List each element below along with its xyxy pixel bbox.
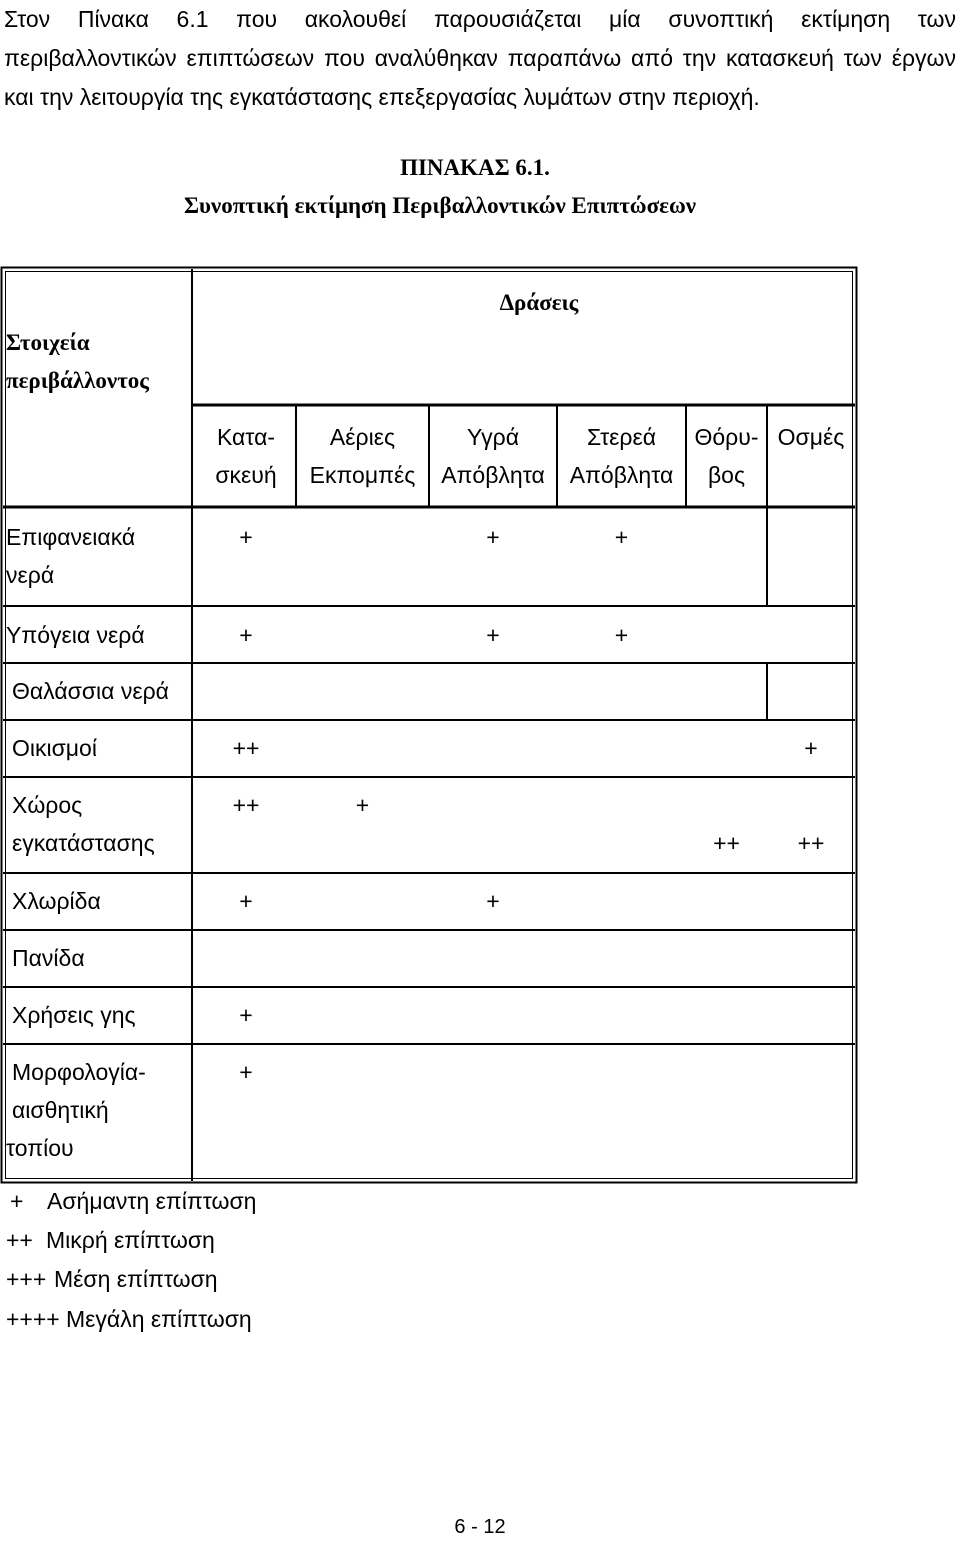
legend-item	[6, 1182, 256, 1221]
table-title: Συνοπτική εκτίμηση Περιβαλλοντικών Επιπτώσεων	[183, 193, 697, 218]
page-number: 6 - 12	[454, 1516, 506, 1538]
col-header-line: Εκπομπές	[309, 462, 416, 488]
table-cell: +	[239, 1059, 253, 1085]
row-label-settlements: Οικισμοί	[12, 735, 97, 761]
row-label-landscape	[6, 1053, 146, 1167]
table-cell: +	[239, 888, 253, 914]
row-label-ground-waters: Υπόγεια νερά	[6, 622, 145, 648]
col-header-line: Οσμές	[777, 424, 845, 450]
legend-text: Μεγάλη επίπτωση	[66, 1306, 252, 1332]
row-label-line: Χώρος	[12, 792, 83, 818]
row-header-line1: Στοιχεία	[6, 330, 90, 355]
col-header-line: Κατα-	[216, 424, 276, 450]
row-label-line: αισθητική	[12, 1097, 109, 1123]
legend-item	[6, 1260, 218, 1299]
table-cell: +	[239, 622, 253, 648]
col-header-line: Αέριες	[329, 424, 396, 450]
table-cell: +	[486, 524, 500, 550]
row-header-line2: περιβάλλοντος	[6, 368, 149, 393]
row-label-line: τοπίου	[6, 1135, 74, 1161]
table-cell: +	[239, 524, 253, 550]
intro-line-1: Στον Πίνακα 6.1 που ακολουθεί παρουσιάζεται μία συνοπτική εκτίμηση των	[4, 6, 956, 32]
col-header-solid-waste	[557, 418, 686, 494]
table-cell: +	[239, 1002, 253, 1028]
table-grid	[0, 266, 858, 1184]
table-cell: +	[804, 735, 818, 761]
table-cell: +	[355, 792, 370, 818]
legend-item	[6, 1221, 215, 1260]
table-cell: +	[486, 888, 500, 914]
table-cell: +	[486, 622, 500, 648]
col-header-air-emissions	[296, 418, 429, 494]
row-label-line: Επιφανειακά	[6, 524, 136, 550]
intro-line-3: και την λειτουργία της εγκατάστασης επεξεργασίας λυμάτων στην περιοχή.	[4, 84, 760, 110]
legend-text: Ασήμαντη επίπτωση	[47, 1188, 257, 1214]
col-header-construction	[196, 418, 296, 494]
col-header-line: Στερεά	[586, 424, 657, 450]
col-header-line: βος	[707, 462, 746, 488]
table-cell: ++	[797, 830, 825, 856]
col-header-noise	[686, 418, 767, 494]
row-label-sea-waters: Θαλάσσια νερά	[12, 678, 169, 704]
table-cell: +	[614, 622, 629, 648]
row-header-label	[6, 324, 149, 400]
col-header-odours	[767, 418, 855, 456]
row-label-surface-waters	[6, 518, 135, 594]
col-header-line: σκευή	[215, 462, 277, 488]
col-header-line: Θόρυ-	[694, 424, 759, 450]
col-header-line: Απόβλητα	[569, 462, 674, 488]
row-label-installation-site	[12, 786, 155, 862]
table-cell: ++	[232, 735, 260, 761]
row-label-line: Μορφολογία-	[12, 1059, 146, 1085]
row-label-flora: Χλωρίδα	[12, 888, 101, 914]
table-cell: ++	[232, 792, 260, 818]
table-cell: +	[614, 524, 629, 550]
group-header: Δράσεις	[499, 290, 579, 315]
legend-symbol: +++	[6, 1266, 47, 1292]
intro-paragraph	[4, 0, 956, 117]
col-header-line: Υγρά	[466, 424, 520, 450]
row-label-fauna: Πανίδα	[12, 945, 85, 971]
col-header-line: Απόβλητα	[441, 462, 545, 488]
row-label-line: νερά	[6, 562, 55, 588]
table-number: ΠΙΝΑΚΑΣ 6.1.	[400, 155, 550, 180]
legend-symbol: ++++	[6, 1306, 60, 1332]
row-label-line: εγκατάστασης	[12, 830, 155, 856]
legend-item	[6, 1300, 252, 1339]
intro-line-2: περιβαλλοντικών επιπτώσεων που αναλύθηκαν παραπάνω από την κατασκευή των έργων	[4, 45, 956, 71]
impact-table	[0, 266, 858, 1184]
legend-symbol: ++	[6, 1227, 33, 1253]
legend-text: Μικρή επίπτωση	[46, 1227, 215, 1253]
legend-text: Μέση επίπτωση	[54, 1266, 218, 1292]
legend-symbol: +	[10, 1188, 24, 1214]
table-cell: ++	[713, 830, 740, 856]
col-header-liquid-waste	[429, 418, 557, 494]
row-label-land-uses: Χρήσεις γης	[12, 1002, 136, 1028]
